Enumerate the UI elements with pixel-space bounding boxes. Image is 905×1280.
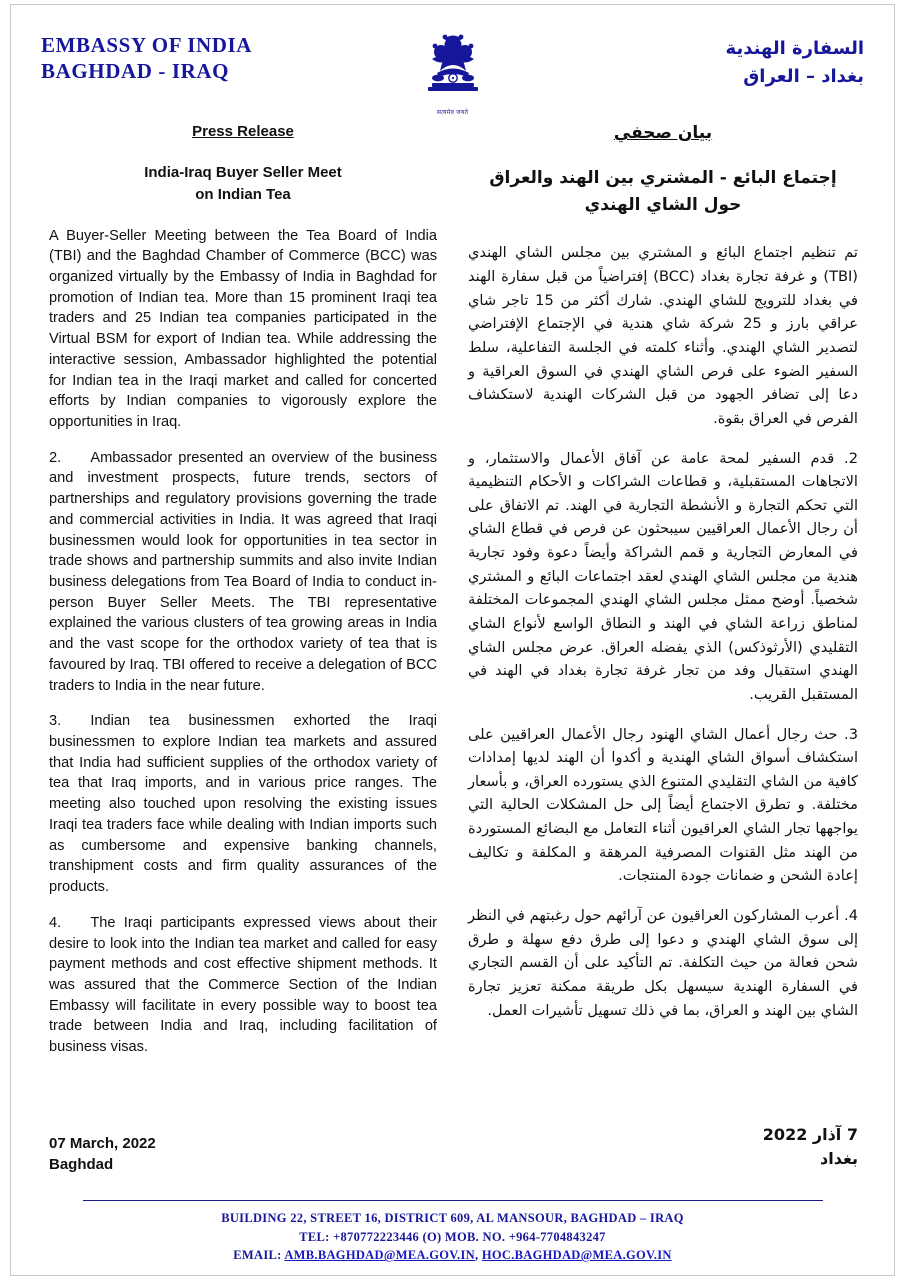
embassy-line-1: EMBASSY OF INDIA [41,33,253,57]
date-english: 07 March, 2022 [49,1135,156,1152]
footer-email-link-2[interactable]: HOC.BAGHDAD@MEA.GOV.IN [481,1248,672,1263]
document-subtitle-english [49,162,437,206]
press-release-heading-english: Press Release [192,123,294,140]
document-sheet [10,4,895,1276]
place-arabic: بغداد [820,1149,858,1168]
embassy-line-2: BAGHDAD - IRAQ [41,58,230,83]
english-paragraph-4: 4. The Iraqi participants expressed views about their desire to look into the Indian tea market and called for easy payment methods and cost effective shipment methods. It was assured that the Commerce Section of the Indian Embassy will facilitate in every possible way to boost tea trade between India and Iraq, including facilitation of business visas. [49,914,442,1056]
letterhead [11,5,894,125]
embassy-title-english [41,33,371,84]
signature-block-english [49,1133,156,1175]
footer-divider [83,1200,823,1201]
signature-block-arabic [763,1123,858,1171]
subtitle-arabic-line-2: حول الشاي الهندي [584,195,742,216]
emblem-motto: सत्यमेव जयते [436,109,469,116]
footer-email-separator: , [474,1248,479,1263]
subtitle-english-line-2: on Indian Tea [195,185,291,203]
footer-address: BUILDING 22, STREET 16, DISTRICT 609, AL MANSOUR, BAGHDAD – IRAQ [221,1210,684,1225]
press-release-heading-arabic: بيان صحفي [613,123,713,143]
english-column [49,123,442,1073]
footer [11,1200,894,1265]
arabic-paragraph-2: 2. قدم السفير لمحة عامة عن آفاق الأعمال والاستثمار، و الاتجاهات المستقبلية، و قطاعات الشراكات و الأحكام التنظيمية التي تحكم التجارة و الأنشطة التجارية في الهند. تم الاتفاق على أن رجال الأعمال العراقيين سيبحثون عن فرص في قطاع الشاي في المعارض التجارية و قمم الشراكة وأيضاً دعوة وفود تجارية هندية من مجلس الشاي الهندي لعقد اجتماعات البائع و المشتري شخصياً. أوضح ممثل مجلس الشاي الهندي المجموعات المختلفة لمناطق زراعة الشاي في الهند و النطاق الواسع لأنواع الشاي التقليدي (الأرثوذكس) الذي يفضله العراق. عرض مجلس الشاي الهندي استقبال وفد من تجار غرفة تجارة بغداد في الهند في المستقبل القريب. [468,449,858,703]
footer-telephone: TEL: +870772223446 (O) MOB. NO. +964-7704843247 [299,1229,606,1244]
footer-email-label: EMAIL: [233,1248,282,1263]
embassy-title-arabic [544,35,864,91]
document-body [11,123,894,1197]
place-english: Baghdad [49,1156,114,1173]
english-paragraph-3: 3. Indian tea businessmen exhorted the Iraqi businessmen to explore Indian tea markets and assured that India had sufficient supplies of the orthodox variety of tea that Iraq imports, and in various price ranges. The meeting also touched upon resolving the existing issues Iraqi tea traders face while dealing with Indian imports such as cumbersome and expensive banking channels, transhipment costs and firm quality assurances of the products. [49,713,442,896]
subtitle-arabic-line-1: إجتماع البائع - المشتري بين الهند والعراق [489,168,837,188]
english-paragraph-1: A Buyer-Seller Meeting between the Tea Board of India (TBI) and the Baghdad Chamber of Commerce (BCC) was organized virtually by the Embassy of India in Baghdad for promotion of Indian tea. More than 15 prominent Iraqi tea traders and 25 Indian tea companies participated in the Virtual BSM for export of Indian tea. While addressing the interactive session, Ambassador highlighted the potential for Indian tea in the Iraqi market and called for concerted efforts by Indian companies to vigorously explore the opportunities in Iraq. [49,227,442,430]
document-subtitle-arabic [468,165,858,219]
footer-email-row [11,1246,894,1265]
arabic-column [468,123,858,1038]
arabic-paragraph-3: 3. حث رجال أعمال الشاي الهنود رجال الأعمال العراقيين على استكشاف أسواق الشاي الهندية و أكدوا أن الهند لديها إمدادات كافية من الشاي التقليدي المتنوع الذي يستورده العراق، و بأسعار مختلفة. و تطرق الاجتماع أيضاً إلى حل المشكلات الحالية التي يواجهها تجار الشاي العراقيون أثناء التعامل مع البضائع المستوردة من الهند مثل القنوات المصرفية المرهقة و المكلفة و تكاليف إعادة الشحن و ضمانات جودة المنتجات. [468,725,858,885]
arabic-paragraph-1: تم تنظيم اجتماع البائع و المشتري بين مجلس الشاي الهندي (TBI) و غرفة تجارة بغداد (BCC) إفتراضياً من قبل سفارة الهند في بغداد للترويج للشاي الهندي. شارك أكثر من 15 تاجر شاي عراقي بارز و 25 شركة شاي هندية في الإجتماع الإفتراضي لتصدير الشاي الهندي. وأثناء كلمته في الجلسة التفاعلية، سلط السفير الضوء على فرص الشاي الهندي في السوق العراقية و دعا إلى تضافر الجهود من قبل الشركات الهندية لاستكشاف الفرص في العراق بقوة. [468,244,858,427]
embassy-arabic-line-1: السفارة الهندية [725,38,864,59]
footer-email-link-1[interactable]: AMB.BAGHDAD@MEA.GOV.IN [284,1248,475,1263]
date-arabic: 7 آذار 2022 [762,1125,858,1144]
embassy-arabic-line-2: بغداد – العراق [743,65,864,87]
subtitle-english-line-1: India-Iraq Buyer Seller Meet [144,164,342,181]
india-national-emblem-icon [408,21,498,116]
english-paragraph-2: 2. Ambassador presented an overview of the business and investment prospects, future trends, sectors of partnerships and regulatory provisions governing the trade and commercial activities in India. It was agreed that Iraqi businessmen would look for opportunities in tea sector in trade shows and partnership summits and also invite Indian business delegations from Tea Board of India to conduct in-person Buyer Seller Meets. The TBI representative explained the various clusters of tea growing areas in India and the vast scope for the orthodox variety of tea that is favoured by Iraq. TBI offered to receive a delegation of BCC traders to India in the near future. [49,449,442,694]
arabic-paragraph-4: 4. أعرب المشاركون العراقيون عن آرائهم حول رغبتهم في النظر إلى سوق الشاي الهندي و دعوا إلى طرق دفع سهلة و طرق شحن فعالة من حيث التكلفة. تم التأكيد على أن القسم التجاري في السفارة الهندية سيسهل بكل طريقة ممكنة تعزيز تجارة الشاي بين الهند و العراق، بما في ذلك تسهيل تأشيرات العمل. [468,907,858,1019]
